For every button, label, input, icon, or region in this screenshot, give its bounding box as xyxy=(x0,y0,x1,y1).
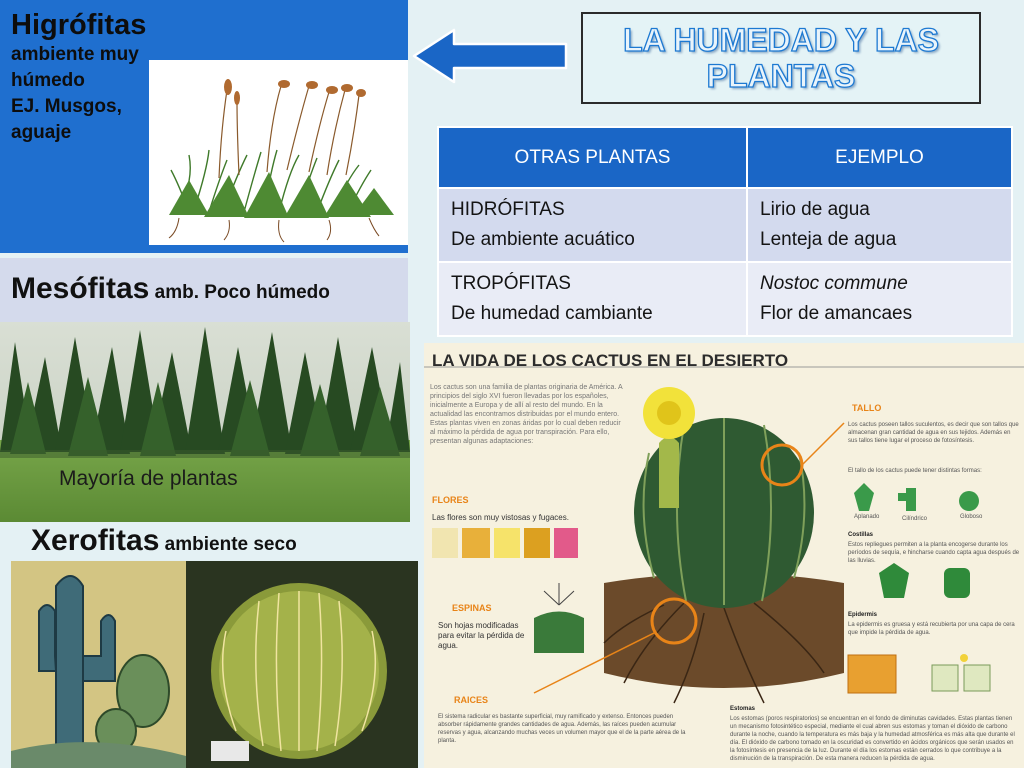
form-cilindrico: Cilíndrico xyxy=(902,516,928,522)
cactus-image xyxy=(11,561,418,768)
slide-title xyxy=(581,12,981,104)
epidermis-text: La epidermis es gruesa y está recubierta por una capa de cera que impide la pérdida de agua. xyxy=(848,622,1015,636)
cell-type-name: HIDRÓFITAS xyxy=(451,199,565,220)
raices-label: RAICES xyxy=(454,695,489,705)
higrofitas-desc-2: húmedo xyxy=(11,70,85,91)
cell-example-1: Nostoc commune xyxy=(760,273,908,294)
table-cell-type xyxy=(438,262,747,336)
table-cell-type xyxy=(438,188,747,262)
table-cell-example xyxy=(747,262,1012,336)
form-globoso: Globoso xyxy=(960,514,983,520)
slide-title-line-1: LA HUMEDAD Y LAS xyxy=(623,22,939,58)
table-header-example: EJEMPLO xyxy=(747,127,1012,188)
tallo-text: Los cactus poseen tallos suculentos, es decir que son tallos que almacenan gran cantidad de agua en sus tejidos. Además en sus tallos tiene lugar el proceso de fotosíntesis. xyxy=(848,422,1019,444)
mesofitas-panel xyxy=(0,258,408,322)
costillas-label: Costillas xyxy=(848,532,874,538)
xerofitas-text xyxy=(31,524,297,558)
flores-text: Las flores son muy vistosas y fugaces. xyxy=(432,513,569,522)
raices-text: El sistema radicular es bastante superficial, muy ramificado y extenso. Entonces pueden absorber rápidamente grandes cantidades de agua. Además, las raíces pueden acumular reservas y agua, alcanzando muchas veces un volumen mayor que el de la parte aérea de la planta. xyxy=(438,714,686,744)
form-aplanado: Aplanado xyxy=(854,514,880,520)
flores-label: FLORES xyxy=(432,495,469,505)
cell-type-desc: De humedad cambiante xyxy=(451,303,653,324)
costillas-text: Estos repliegues permiten a la planta encogerse durante los períodos de sequía, e hincharse cuando capta agua después de las lluvias. xyxy=(848,542,1020,564)
cell-type-desc: De ambiente acuático xyxy=(451,229,635,250)
cell-example-1: Lirio de agua xyxy=(760,199,870,220)
table-row xyxy=(438,188,1012,262)
forest-image xyxy=(0,322,410,522)
espinas-label: ESPINAS xyxy=(452,603,492,613)
table-row xyxy=(438,262,1012,336)
moss-image xyxy=(149,60,408,245)
higrofitas-panel xyxy=(0,0,408,253)
cell-type-name: TROPÓFITAS xyxy=(451,273,571,294)
epidermis-label: Epidermis xyxy=(848,612,878,618)
xerofitas-desc: ambiente seco xyxy=(164,534,297,555)
higrofitas-desc-1: ambiente muy xyxy=(11,44,139,65)
tallo-label: TALLO xyxy=(852,403,882,413)
tallo-forms: El tallo de los cactus puede tener distintas formas: xyxy=(848,468,982,474)
forest-caption: Mayoría de plantas xyxy=(59,467,238,490)
higrofitas-text xyxy=(11,9,171,146)
mesofitas-title: Mesófitas xyxy=(11,272,150,305)
slide-title-line-2: PLANTAS xyxy=(706,58,856,94)
higrofitas-title: Higrófitas xyxy=(11,9,147,41)
infographic-intro: Los cactus son una familia de plantas originaria de América. A principios del siglo XVI fueron llevadas por los españoles, inicialmente a Europa y de allí al resto del mundo. En la actualidad las encontramos distribuidas por el mundo entero. Estas plantas viven en zonas áridas por lo cual deben reducir al máximo la pérdida de agua por transpiración. Para ello, presentan algunas adaptaciones: xyxy=(430,384,623,445)
infographic-title: LA VIDA DE LOS CACTUS EN EL DESIERTO xyxy=(432,351,789,370)
mesofitas-desc: amb. Poco húmedo xyxy=(154,282,330,303)
higrofitas-example-1: EJ. Musgos, xyxy=(11,96,122,117)
estomas-text: Los estomas (poros respiratorios) se encuentran en el fondo de diminutas cavidades. Estas plantas tienen un mecanismo fotosintético especial, mediante el cual abren sus estomas y toman el dióxido de carbono durante la noche, cuando la temperatura es más baja y la humedad atmosférica es más alta que durante el día. El dióxido de carbono tomado en la oscuridad es convertido en ácidos orgánicos que serán usados en la fotosíntesis en presencia de la luz. Durante el día los estomas están cerrados lo que contribuye a la disminución de la transpiración. De esta manera reducen la pérdida de agua. xyxy=(730,716,1015,762)
slide-title-text xyxy=(623,22,939,94)
mesofitas-text xyxy=(11,272,330,306)
espinas-text: Son hojas modificadas para evitar la pérdida de agua. xyxy=(438,621,525,650)
cell-example-2: Flor de amancaes xyxy=(760,303,913,324)
table-header-row xyxy=(438,127,1012,188)
xerofitas-title: Xerofitas xyxy=(31,524,160,557)
table-header-other: OTRAS PLANTAS xyxy=(438,127,747,188)
estomas-label: Estomas xyxy=(730,706,756,712)
table-cell-example xyxy=(747,188,1012,262)
cactus-infographic xyxy=(424,343,1024,768)
cell-example-2: Lenteja de agua xyxy=(760,229,897,250)
plants-table xyxy=(437,126,1013,337)
higrofitas-example-2: aguaje xyxy=(11,122,72,143)
arrow-left-icon xyxy=(410,28,572,84)
